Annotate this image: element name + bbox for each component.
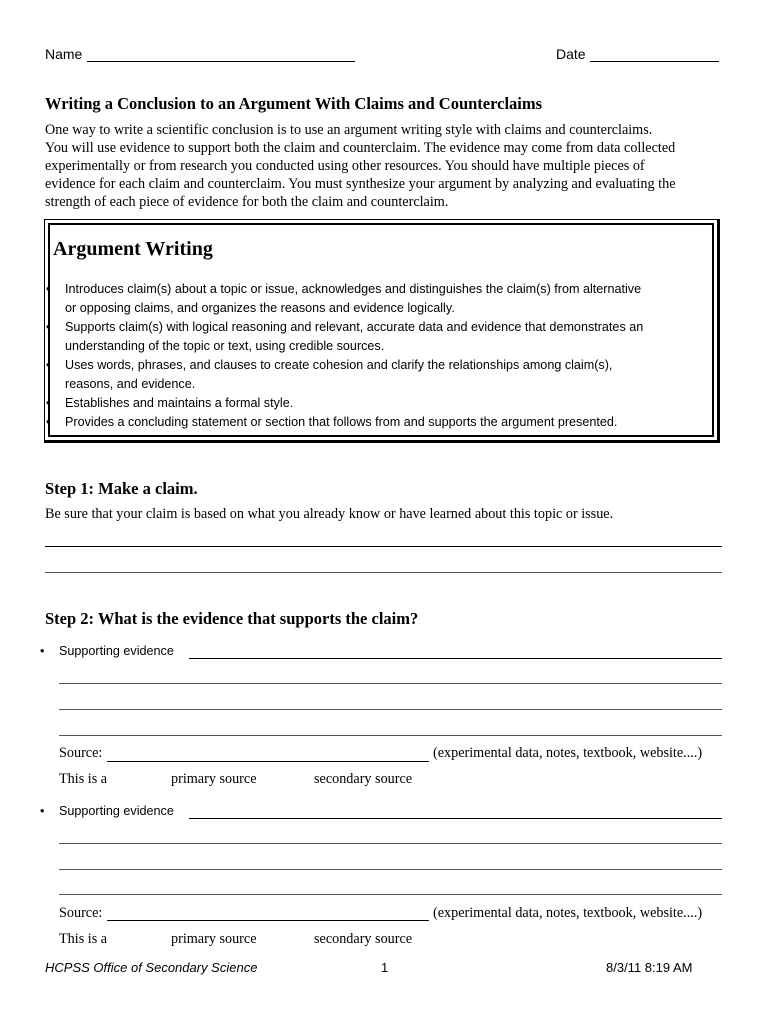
source-label-1: Source: <box>59 745 103 761</box>
date-field[interactable] <box>590 61 719 62</box>
source-field-2[interactable] <box>107 920 429 921</box>
bullet-icon: • <box>46 415 51 429</box>
name-label: Name <box>45 46 83 62</box>
bullet-icon: • <box>46 396 51 410</box>
criteria-item: • Supports claim(s) with logical reasoning and relevant, accurate data and evidence that demonstrates an understanding of the topic or text, using credible sources. <box>46 320 644 353</box>
intro-line: You will use evidence to support both the claim and counterclaim. The evidence may come from data collected <box>45 140 676 156</box>
evidence-label-2: Supporting evidence <box>59 804 174 818</box>
claim-line-1[interactable] <box>45 546 722 547</box>
criteria-item: • Uses words, phrases, and clauses to create cohesion and clarify the relationships among claim(s), reasons, and evidence. <box>46 358 613 391</box>
page-title: Writing a Conclusion to an Argument With Claims and Counterclaims <box>45 94 543 113</box>
step2-heading: Step 2: What is the evidence that supports the claim? <box>45 609 419 628</box>
evidence-label-1: Supporting evidence <box>59 644 174 658</box>
intro-paragraph <box>45 121 735 211</box>
evidence-1-line-1[interactable] <box>189 658 722 659</box>
step1-heading: Step 1: Make a claim. <box>45 479 198 498</box>
evidence-bullet-icon: • <box>40 804 45 818</box>
primary-source-option-1[interactable]: primary source <box>171 771 257 787</box>
step1-instruction: Be sure that your claim is based on what you already know or have learned about this topic or issue. <box>45 506 614 522</box>
this-is-a-label-2: This is a <box>59 931 108 947</box>
this-is-a-label-1: This is a <box>59 771 108 787</box>
page-number: 1 <box>381 960 389 975</box>
bullet-icon: • <box>46 282 51 296</box>
bullet-icon: • <box>46 358 51 372</box>
criteria-item: • Provides a concluding statement or section that follows from and supports the argument presented. <box>46 413 714 432</box>
footer-organization: HCPSS Office of Secondary Science <box>45 960 258 975</box>
criteria-item: • Establishes and maintains a formal style. <box>46 394 714 413</box>
intro-line: strength of each piece of evidence for both the claim and counterclaim. <box>45 194 449 210</box>
bullet-icon: • <box>46 320 51 334</box>
evidence-2-line-4[interactable] <box>59 894 722 895</box>
source-hint-1: (experimental data, notes, textbook, website....) <box>433 745 703 761</box>
evidence-1-line-4[interactable] <box>59 735 722 736</box>
claim-line-2[interactable] <box>45 572 722 573</box>
evidence-1-line-2[interactable] <box>59 683 722 684</box>
evidence-2-line-1[interactable] <box>189 818 722 819</box>
primary-source-option-2[interactable]: primary source <box>171 931 257 947</box>
evidence-bullet-icon: • <box>40 644 45 658</box>
evidence-1-line-3[interactable] <box>59 709 722 710</box>
secondary-source-option-1[interactable]: secondary source <box>314 771 413 787</box>
source-field-1[interactable] <box>107 761 429 762</box>
criteria-list <box>46 280 714 432</box>
evidence-2-line-2[interactable] <box>59 843 722 844</box>
date-label: Date <box>556 46 586 62</box>
footer-timestamp: 8/3/11 8:19 AM <box>606 960 693 975</box>
evidence-2-line-3[interactable] <box>59 869 722 870</box>
box-title: Argument Writing <box>53 238 213 260</box>
intro-line: One way to write a scientific conclusion is to use an argument writing style with claims and counterclaims. <box>45 122 653 138</box>
intro-line: evidence for each claim and counterclaim. You must synthesize your argument by analyzing and evaluating the <box>45 176 676 192</box>
intro-line: experimentally or from research you conducted using other resources. You should have multiple pieces of <box>45 158 645 174</box>
source-label-2: Source: <box>59 905 103 921</box>
source-hint-2: (experimental data, notes, textbook, website....) <box>433 905 703 921</box>
criteria-item: • Introduces claim(s) about a topic or issue, acknowledges and distinguishes the claim(s) from alternative or opposing claims, and organizes the reasons and evidence logically. <box>46 282 642 315</box>
name-field[interactable] <box>87 61 355 62</box>
secondary-source-option-2[interactable]: secondary source <box>314 931 413 947</box>
